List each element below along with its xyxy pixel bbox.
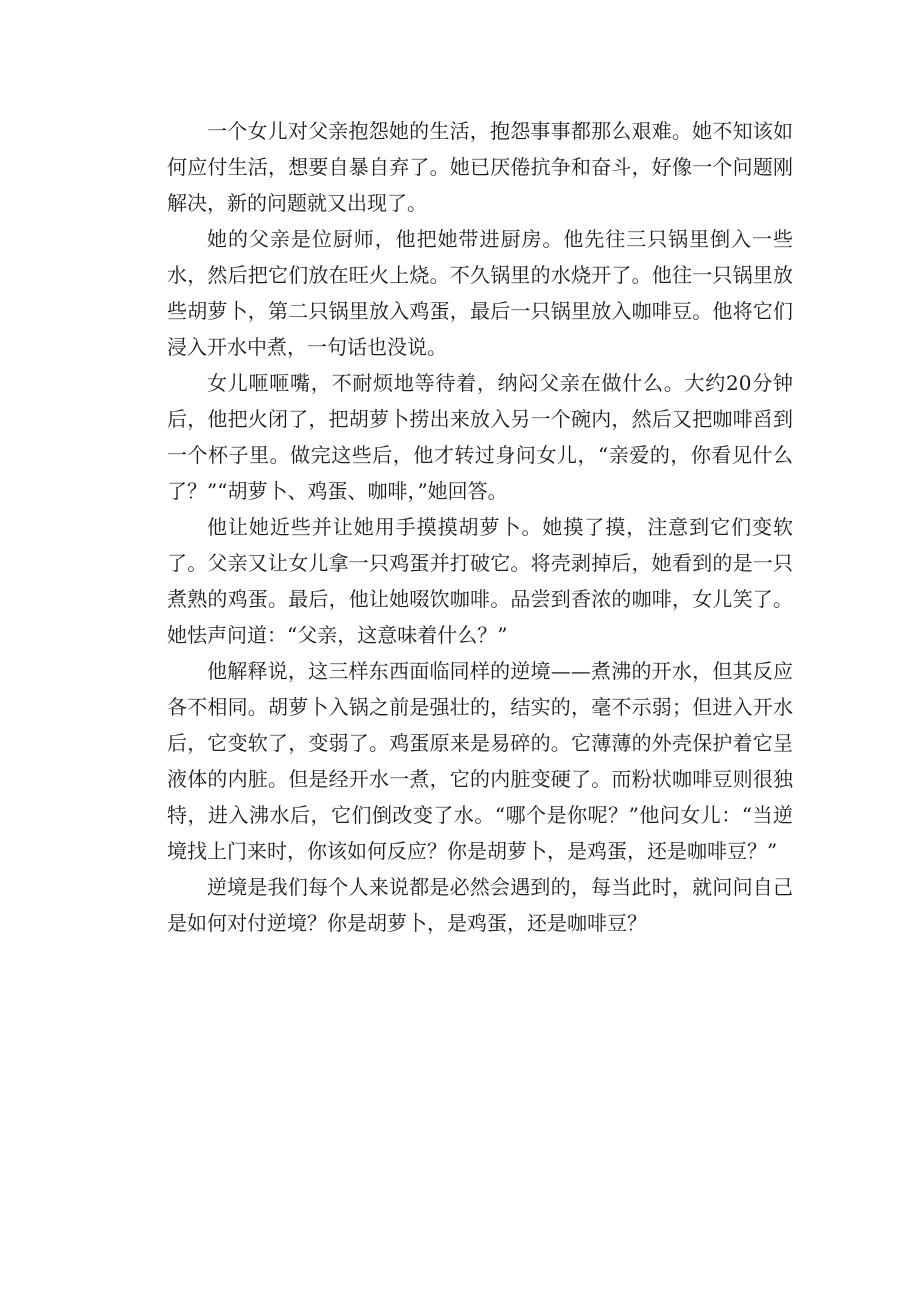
paragraph-4: 他让她近些并让她用手摸摸胡萝卜。她摸了摸，注意到它们变软了。父亲又让女儿拿一只鸡蛋并打破它。将壳剥掉后，她看到的是一只煮熟的鸡蛋。最后，他让她啜饮咖啡。品尝到香浓的咖啡，女儿笑了。她怯声问道：“父亲，这意味着什么？” xyxy=(167,515,793,647)
paragraph-2: 她的父亲是位厨师，他把她带进厨房。他先往三只锅里倒入一些水，然后把它们放在旺火上烧。不久锅里的水烧开了。他往一只锅里放些胡萝卜，第二只锅里放入鸡蛋，最后一只锅里放入咖啡豆。他将它们浸入开水中煮，一句话也没说。 xyxy=(167,227,793,359)
document-body xyxy=(167,113,793,941)
paragraph-6: 逆境是我们每个人来说都是必然会遇到的，每当此时，就问问自己是如何对付逆境？你是胡萝卜，是鸡蛋，还是咖啡豆？ xyxy=(167,875,793,935)
paragraph-1: 一个女儿对父亲抱怨她的生活，抱怨事事都那么艰难。她不知该如何应付生活，想要自暴自弃了。她已厌倦抗争和奋斗，好像一个问题刚解决，新的问题就又出现了。 xyxy=(167,119,793,215)
paragraph-3: 女儿咂咂嘴，不耐烦地等待着，纳闷父亲在做什么。大约20分钟后，他把火闭了，把胡萝卜捞出来放入另一个碗内，然后又把咖啡舀到一个杯子里。做完这些后，他才转过身问女儿，“亲爱的，你看见什么了？”“胡萝卜、鸡蛋、咖啡，”她回答。 xyxy=(167,371,793,503)
paragraph-5: 他解释说，这三样东西面临同样的逆境——煮沸的开水，但其反应各不相同。胡萝卜入锅之前是强壮的，结实的，毫不示弱；但进入开水后，它变软了，变弱了。鸡蛋原来是易碎的。它薄薄的外壳保护着它呈液体的内脏。但是经开水一煮，它的内脏变硬了。而粉状咖啡豆则很独特，进入沸水后，它们倒改变了水。“哪个是你呢？”他问女儿：“当逆境找上门来时，你该如何反应？你是胡萝卜，是鸡蛋，还是咖啡豆？” xyxy=(167,659,793,863)
